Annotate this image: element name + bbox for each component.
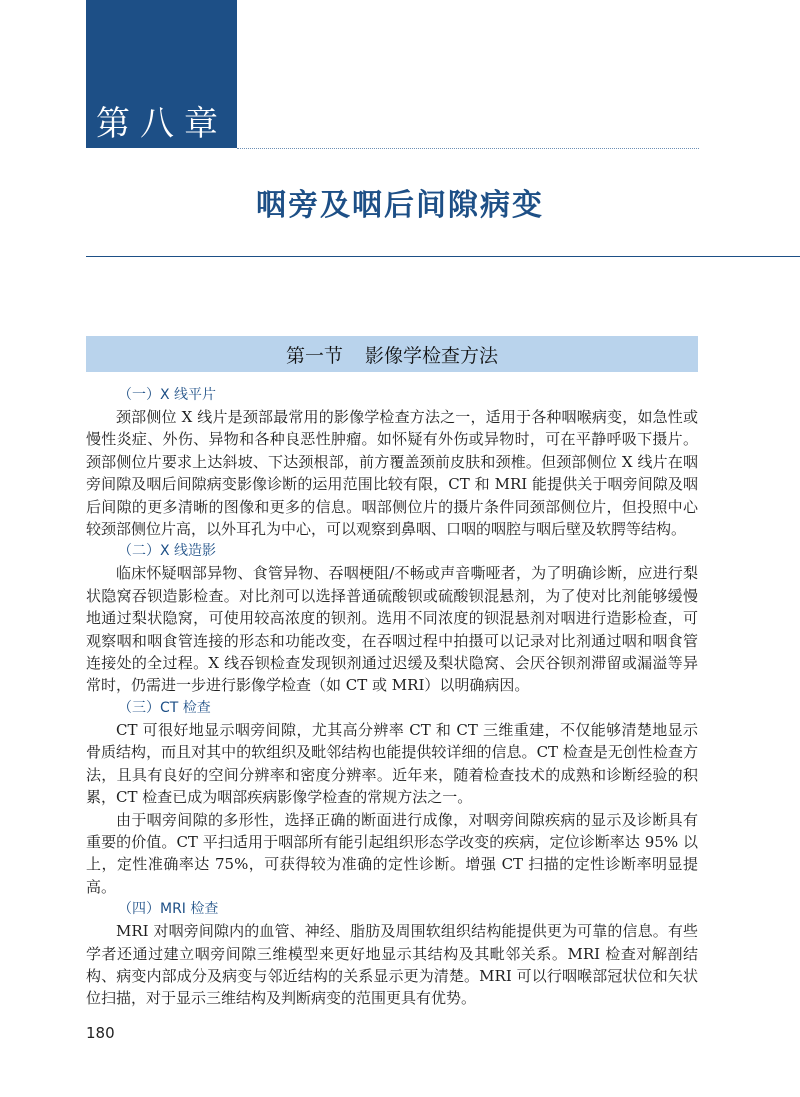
section-number: 第一节: [285, 344, 343, 367]
paragraph: CT 可很好地显示咽旁间隙，尤其高分辨率 CT 和 CT 三维重建，不仅能够清楚地显示骨质结构，而且对其中的软组织及毗邻结构也能提供较详细的信息。CT 检查是无创性检查方法，且具有良好的空间分辨率和密度分辨率。近年来，随着检查技术的成熟和诊断经验的积累，CT 检查已成为咽部疾病影像学检查的常规方法之一。: [86, 720, 698, 807]
paragraph: 由于咽旁间隙的多形性，选择正确的断面进行成像，对咽旁间隙疾病的显示及诊断具有重要的价值。CT 平扫适用于咽部所有能引起组织形态学改变的疾病，定位诊断率达 95% 以上，定性准确率达 75%，可获得较为准确的定性诊断。增强 CT 扫描的定性诊断率明显提高。: [86, 810, 698, 896]
chapter-title: 咽旁及咽后间隙病变: [256, 188, 544, 223]
title-divider: [86, 256, 800, 257]
paragraph: MRI 对咽旁间隙内的血管、神经、脂肪及周围软组织结构能提供更为可靠的信息。有些学者还通过建立咽旁间隙三维模型来更好地显示其结构及其毗邻关系。MRI 检查对解剖结构、病变内部成分及病变与邻近结构的关系显示更为清楚。MRI 可以行咽喉部冠状位和矢状位扫描，对于显示三维结构及判断病变的范围更具有优势。: [86, 922, 698, 1008]
paragraph: 临床怀疑咽部异物、食管异物、吞咽梗阻/不畅或声音嘶哑者，为了明确诊断，应进行梨状隐窝吞钡造影检查。对比剂可以选择普通硫酸钡或硫酸钡混悬剂，为了使对比剂能够缓慢地通过梨状隐窝，可使用较高浓度的钡剂。选用不同浓度的钡混悬剂对咽进行造影检查，可观察咽和咽食管连接的形态和功能改变，在吞咽过程中拍摄可以记录对比剂通过咽和咽食管连接处的全过程。X 线吞钡检查发现钡剂通过迟缓及梨状隐窝、会厌谷钡剂滞留或漏溢等异常时，仍需进一步进行影像学检查（如 CT 或 MRI）以明确病因。: [86, 564, 698, 695]
body-content: [86, 384, 698, 1010]
paragraph: 颈部侧位 X 线片是颈部最常用的影像学检查方法之一，适用于各种咽喉病变，如急性或慢性炎症、外伤、异物和各种良恶性肿瘤。如怀疑有外伤或异物时，可在平静呼吸下摄片。颈部侧位片要求上达斜坡、下达颈根部，前方覆盖颈前皮肤和颈椎。但颈部侧位 X 线片在咽旁间隙及咽后间隙病变影像诊断的运用范围比较有限，CT 和 MRI 能提供关于咽旁间隙及咽后间隙的更多清晰的图像和更多的信息。咽部侧位片的摄片条件同颈部侧位片，但投照中心较颈部侧位片高，以外耳孔为中心，可以观察到鼻咽、口咽的咽腔与咽后壁及软腭等结构。: [86, 408, 698, 539]
chapter-label: 第八章: [96, 104, 228, 144]
section-title: 影像学检查方法: [365, 344, 499, 367]
dotted-divider: [237, 148, 699, 149]
subsection-heading-contrast: （二）X 线造影: [118, 543, 217, 560]
subsection-heading-mri: （四）MRI 检查: [118, 901, 219, 918]
section-banner: [86, 336, 698, 372]
page-number: 180: [86, 1024, 115, 1042]
subsection-heading-ct: （三）CT 检查: [118, 699, 211, 716]
subsection-heading-xray: （一）X 线平片: [118, 387, 217, 403]
